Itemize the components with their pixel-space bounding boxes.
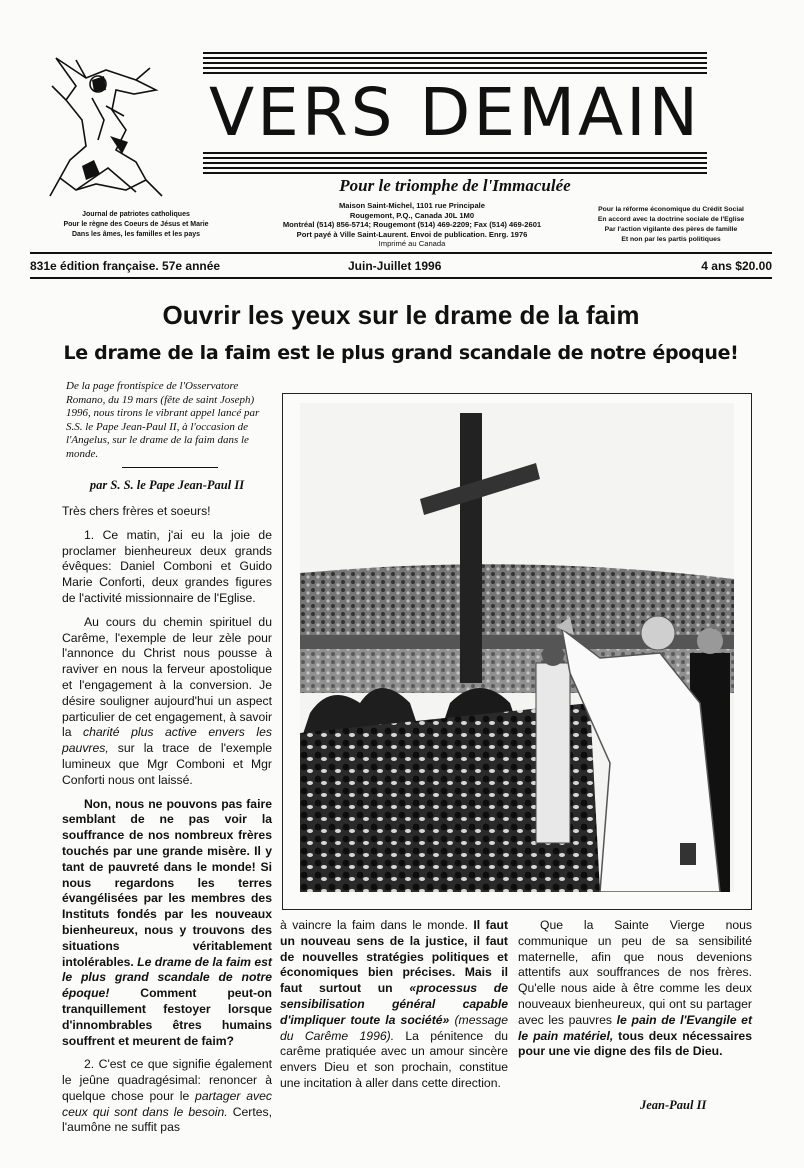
article-column-1 <box>62 504 272 1144</box>
text-run: Que la Sainte Vierge nous communique un peu de sa sensibilité maternelle, afin que nous devenions attentifs aux souffrances de nos frères. Qu'elle nous aide à être comme les deux nouveaux bienheureux, qui ont su partager avec les pauvres <box>518 918 752 1027</box>
tagline-left-line: Journal de patriotes catholiques <box>82 211 190 218</box>
pope-cross-photo <box>300 403 734 892</box>
printed-in: Imprimé au Canada <box>378 239 446 249</box>
masthead-bottom-stripes <box>203 152 707 174</box>
article-column-2 <box>280 918 508 1100</box>
tagline-left <box>30 210 242 240</box>
publisher-address <box>244 201 580 249</box>
text-run: sur la trace de l'exemple lumineux que Mgr Comboni et Mgr Conforti nous ont laissé. <box>62 741 272 787</box>
bold-text: Comment peut-on tranquillement festoyer lorsque d'innombrables êtres humains souffrent et meurent de faim? <box>62 986 272 1048</box>
article-signature: Jean-Paul II <box>640 1098 707 1112</box>
bold-text: Non, nous ne pouvons pas faire semblant de ne pas voir la souffrance de nos nombreux frères touchés par une grande misère. Il y tant de pauvreté dans le monde! Si nous regardons les terres évangélisées par les membres des Instituts fondés par les nouveaux bienheureux, nous y trouvons des situations véritablement intolérables. <box>62 796 272 969</box>
text-run: Certes, l'aumône ne suffit pas <box>62 1104 272 1135</box>
bold-text: Il faut un nouveau sens de la justice, il faut de nouvelles stratégies politiques et économiques bien précises. Mais il faut surtout un <box>280 918 509 996</box>
tagline-right-line: Et non par les partis politiques <box>621 236 721 243</box>
bold-text: tous deux nécessaires pour une vie digne des fils de Dieu. <box>518 1028 752 1059</box>
text-run: à vaincre la faim dans le monde. <box>280 918 474 932</box>
text-run: 2. C'est ce que signifie également le jeûne quadragésimal: renoncer à quelque chose pour le <box>62 1057 272 1103</box>
bold-emphasis: «processus de sensibilisation général capable d'impliquer toute la société» <box>280 981 509 1027</box>
paragraph <box>62 797 272 1050</box>
tagline-right-line: En accord avec la doctrine sociale de l'Eglise <box>597 216 745 223</box>
article-subheadline: Le drame de la faim est le plus grand scandale de notre époque! <box>63 342 739 364</box>
edition-bar <box>30 252 772 279</box>
emphasis: charité plus active envers les pauvres, <box>62 725 272 756</box>
tagline-left-line: Dans les âmes, les familles et les pays <box>71 231 201 238</box>
article-headline: Ouvrir les yeux sur le drame de la faim <box>162 300 640 330</box>
text-run: La pénitence du carême pratiquée avec un amour sincère envers Dieu et son prochain, constitue une incitation à aller dans cette direction. <box>280 1028 508 1090</box>
edition-date: Juin-Juillet 1996 <box>348 259 442 273</box>
emphasis: partager avec ceux qui sont dans le besoin. <box>62 1088 272 1119</box>
paragraph <box>280 918 508 1092</box>
paragraph <box>62 615 272 789</box>
masthead <box>203 52 707 174</box>
greeting: Très chers frères et soeurs! <box>62 504 211 518</box>
bold-emphasis: Le drame de la faim est le plus grand scandale de notre époque! <box>62 954 272 1001</box>
tagline-right-line: Pour la réforme économique du Crédit Social <box>598 206 744 213</box>
masthead-top-stripes <box>203 52 707 74</box>
address-line: Maison Saint-Michel, 1101 rue Principale <box>338 201 486 210</box>
address-line: Port payé à Ville Saint-Laurent. Envoi de publication. Enrg. 1976 <box>296 229 528 239</box>
newspaper-motto: Pour le triomphe de l'Immaculée <box>339 176 571 195</box>
tagline-right <box>570 205 772 245</box>
address-line: Rougemont, P.Q., Canada J0L 1M0 <box>349 210 475 220</box>
divider <box>122 467 218 468</box>
subscription-price: 4 ans $20.00 <box>701 259 772 273</box>
paragraph <box>518 918 752 1060</box>
emphasis: (message du Carême 1996). <box>280 1012 508 1043</box>
article-byline: par S. S. le Pape Jean-Paul II <box>89 478 245 492</box>
newspaper-title: VERS DEMAIN <box>208 74 702 151</box>
article-column-3 <box>518 918 752 1068</box>
paragraph <box>62 1057 272 1136</box>
address-line: Montréal (514) 856-5714; Rougemont (514) 469-2209; Fax (514) 469-2601 <box>282 220 542 230</box>
paragraph: 1. Ce matin, j'ai eu la joie de proclamer bienheureux deux grands évêques: Daniel Comboni et Guido Marie Conforti, deux grandes figures de l'activité missionnaire de l'Eglise. <box>62 527 272 605</box>
article-intro: De la page frontispice de l'Osservatore Romano, du 19 mars (fête de saint Joseph) 1996, nous tirons le vibrant appel lancé par S.S. le Pape Jean-Paul II, à l'occasion de l'Angelus, sur le drame de la faim dans le monde. <box>66 380 260 460</box>
bold-emphasis: le pain de l'Evangile et le pain matériel, <box>518 1012 753 1043</box>
tagline-right-line: Par l'action vigilante des pères de famille <box>604 226 738 233</box>
tagline-left-line: Pour le règne des Coeurs de Jésus et Marie <box>63 221 209 228</box>
saint-michel-logo <box>46 50 166 200</box>
text-run: Au cours du chemin spirituel du Carême, l'exemple de leur zèle pour l'annonce du Christ nous pousse à raviver en nous la ferveur apostolique et l'engagement à la conversion. Je désire souligner aujourd'hui un aspect particulier de cet engagement, à savoir la <box>62 614 273 740</box>
edition-number: 831e édition française. 57e année <box>30 259 221 273</box>
